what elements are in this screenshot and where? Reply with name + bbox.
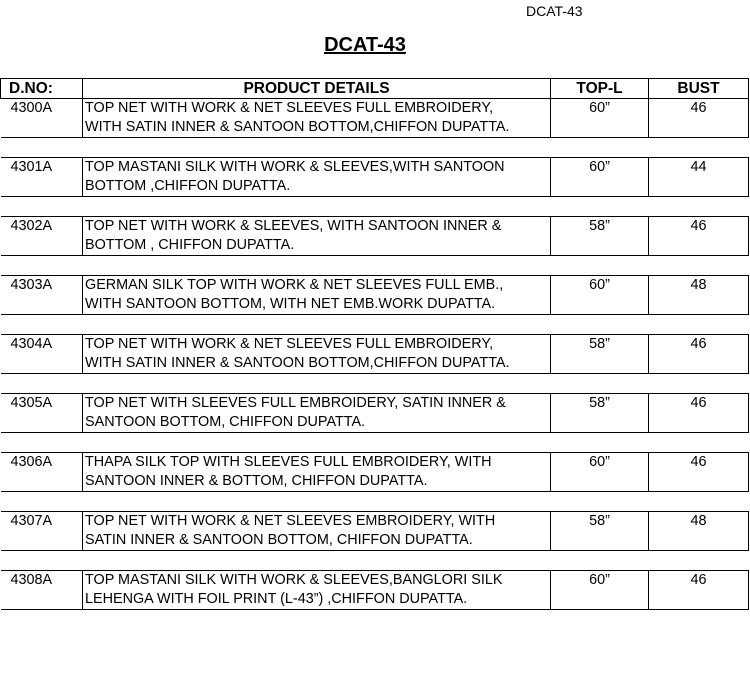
bust-size: 46 [649,453,749,492]
bust-size: 46 [649,394,749,433]
product-details [83,571,551,610]
product-details [83,276,551,315]
row-spacer [1,197,749,217]
bust-size: 46 [649,335,749,374]
top-length: 60” [551,99,649,138]
header-code: DCAT-43 [526,3,583,19]
product-details-line-2: WITH SATIN INNER & SANTOON BOTTOM,CHIFFON DUPATTA. [85,355,510,371]
design-number: 4307A [1,512,83,551]
row-spacer [1,315,749,335]
bust-size: 44 [649,158,749,197]
page-title: DCAT-43 [324,34,406,56]
product-details-line-1: TOP NET WITH SLEEVES FULL EMBROIDERY, SATIN INNER & [85,395,506,411]
bust-size: 46 [649,571,749,610]
product-details-line-2: BOTTOM , CHIFFON DUPATTA. [85,237,295,253]
product-details-line-1: TOP MASTANI SILK WITH WORK & SLEEVES,BANGLORI SILK [85,572,503,588]
row-spacer [1,433,749,453]
product-details-line-2: SANTOON INNER & BOTTOM, CHIFFON DUPATTA. [85,473,428,489]
table-row [1,335,749,374]
bust-size: 48 [649,512,749,551]
top-length: 60” [551,158,649,197]
table-row [1,276,749,315]
top-length: 58” [551,394,649,433]
product-details-line-1: TOP NET WITH WORK & NET SLEEVES FULL EMBROIDERY, [85,100,494,116]
product-details-line-2: WITH SATIN INNER & SANTOON BOTTOM,CHIFFON DUPATTA. [85,119,510,135]
table-row [1,394,749,433]
design-number: 4302A [1,217,83,256]
product-details-line-1: TOP NET WITH WORK & NET SLEEVES FULL EMBROIDERY, [85,336,494,352]
product-details-line-1: THAPA SILK TOP WITH SLEEVES FULL EMBROIDERY, WITH [85,454,492,470]
design-number: 4300A [1,99,83,138]
product-details [83,217,551,256]
product-details [83,453,551,492]
row-spacer [1,374,749,394]
top-length: 60” [551,276,649,315]
bust-size: 46 [649,217,749,256]
product-details-line-1: GERMAN SILK TOP WITH WORK & NET SLEEVES FULL EMB., [85,277,504,293]
row-spacer [1,256,749,276]
design-number: 4305A [1,394,83,433]
top-length: 58” [551,335,649,374]
table-row [1,99,749,138]
design-number: 4304A [1,335,83,374]
row-spacer [1,138,749,158]
product-details-line-2: BOTTOM ,CHIFFON DUPATTA. [85,178,291,194]
product-details-line-2: SATIN INNER & SANTOON BOTTOM, CHIFFON DUPATTA. [85,532,473,548]
top-length: 60” [551,453,649,492]
product-details [83,512,551,551]
top-length: 60” [551,571,649,610]
table-row [1,453,749,492]
product-table [0,78,749,610]
design-number: 4306A [1,453,83,492]
design-number: 4301A [1,158,83,197]
product-details-line-1: TOP NET WITH WORK & NET SLEEVES EMBROIDERY, WITH [85,513,496,529]
top-length: 58” [551,512,649,551]
table-row [1,512,749,551]
column-header-product-details: PRODUCT DETAILS [83,79,551,99]
table-row [1,571,749,610]
product-details [83,158,551,197]
bust-size: 48 [649,276,749,315]
column-header-dno: D.NO: [1,79,83,99]
design-number: 4308A [1,571,83,610]
column-header-top-l: TOP-L [551,79,649,99]
product-details [83,335,551,374]
column-header-bust: BUST [649,79,749,99]
product-details-line-2: WITH SANTOON BOTTOM, WITH NET EMB.WORK DUPATTA. [85,296,496,312]
top-length: 58” [551,217,649,256]
row-spacer [1,492,749,512]
product-details [83,394,551,433]
product-details-line-1: TOP NET WITH WORK & SLEEVES, WITH SANTOON INNER & [85,218,502,234]
row-spacer [1,551,749,571]
table-header-row [1,79,749,99]
product-details-line-2: LEHENGA WITH FOIL PRINT (L-43”) ,CHIFFON DUPATTA. [85,591,468,607]
product-details-line-2: SANTOON BOTTOM, CHIFFON DUPATTA. [85,414,366,430]
product-details-line-1: TOP MASTANI SILK WITH WORK & SLEEVES,WITH SANTOON [85,159,505,175]
design-number: 4303A [1,276,83,315]
product-details [83,99,551,138]
bust-size: 46 [649,99,749,138]
table-row [1,158,749,197]
table-row [1,217,749,256]
